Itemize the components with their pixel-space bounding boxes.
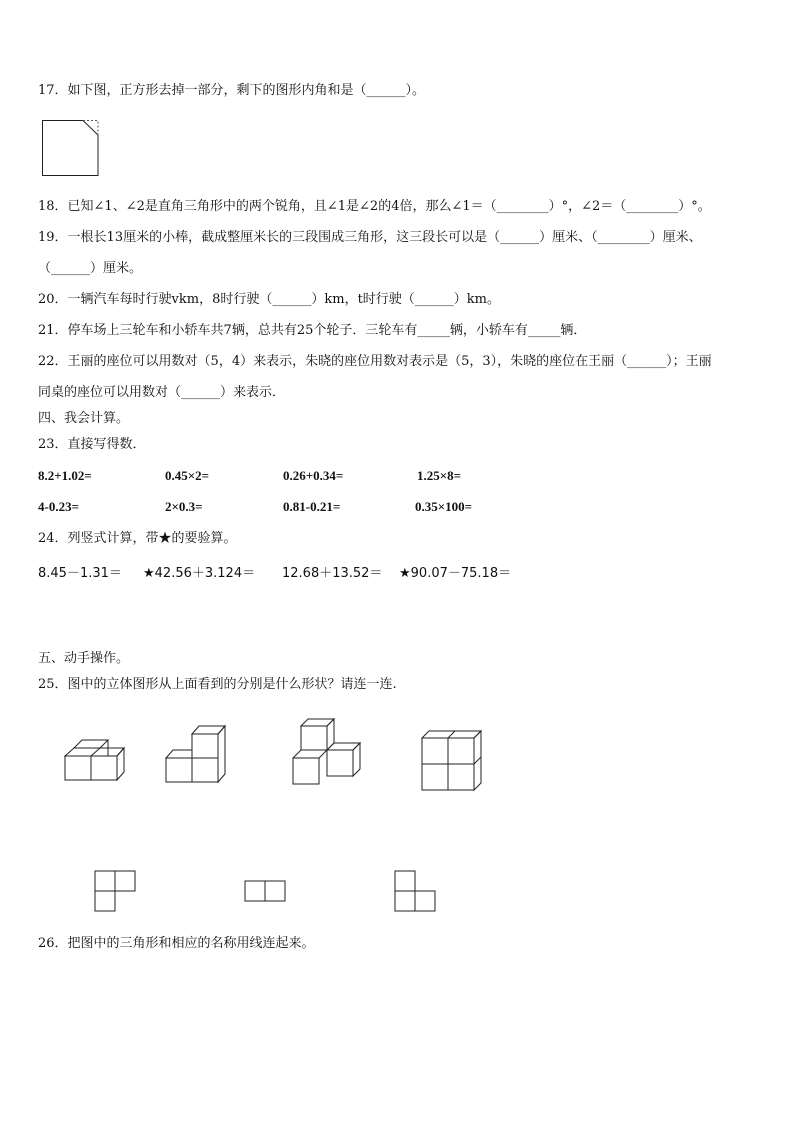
question-25: 25．图中的立体图形从上面看到的分别是什么形状？请连一连. — [38, 677, 397, 692]
question-17: 17．如下图，正方形去掉一部分，剩下的图形内角和是（______）。 — [38, 83, 426, 98]
cut-square-figure — [42, 120, 100, 176]
question-19-line2: （______）厘米。 — [38, 261, 143, 276]
question-24: 24．列竖式计算，带★的要验算。 — [38, 531, 237, 546]
q23-r2-c2: 2×0.3= — [165, 499, 203, 514]
q23-r1-c1: 8.2+1.02= — [38, 468, 92, 483]
q23-r1-c4: 1.25×8= — [417, 468, 462, 483]
top-view-1 — [94, 870, 136, 912]
question-23: 23．直接写得数． — [38, 437, 146, 452]
solid-figure-4 — [421, 730, 483, 792]
top-view-3 — [394, 870, 436, 912]
q24-item-3: 12.68＋13.52＝ — [282, 566, 383, 581]
question-26: 26．把图中的三角形和相应的名称用线连起来。 — [38, 936, 315, 951]
question-19-line1: 19．一根长13厘米的小棒，截成整厘米长的三段围成三角形，这三段长可以是（______）厘米、（________）厘米、 — [38, 230, 702, 245]
question-18: 18．已知∠1、∠2是直角三角形中的两个锐角，且∠1是∠2的4倍，那么∠1＝（________）°，∠2＝（________）°。 — [38, 199, 711, 214]
solid-figure-2 — [165, 724, 227, 784]
q23-r1-c2: 0.45×2= — [165, 468, 210, 483]
solid-figure-1 — [64, 738, 126, 782]
q24-item-1: 8.45－1.31＝ — [38, 566, 122, 581]
q23-r2-c1: 4-0.23= — [38, 499, 79, 514]
q24-item-4: ★90.07－75.18＝ — [399, 566, 512, 581]
question-22-line1: 22．王丽的座位可以用数对（5，4）来表示，朱晓的座位用数对表示是（5，3），朱晓的座位在王丽（______）；王丽 — [38, 354, 712, 369]
question-20: 20．一辆汽车每时行驶vkm，8时行驶（______）km，t时行驶（______）km。 — [38, 292, 500, 307]
top-view-2 — [244, 880, 286, 902]
q24-item-2: ★42.56＋3.124＝ — [143, 566, 256, 581]
section-5-heading: 五、动手操作。 — [38, 651, 130, 666]
section-4-heading: 四、我会计算。 — [38, 411, 130, 426]
solid-figure-3 — [292, 718, 362, 788]
q23-r1-c3: 0.26+0.34= — [283, 468, 344, 483]
question-21: 21．停车场上三轮车和小轿车共7辆，总共有25个轮子．三轮车有_____辆，小轿车有_____辆． — [38, 323, 587, 338]
q23-r2-c4: 0.35×100= — [415, 499, 473, 514]
q23-r2-c3: 0.81-0.21= — [283, 499, 341, 514]
question-22-line2: 同桌的座位可以用数对（______）来表示． — [38, 385, 286, 400]
